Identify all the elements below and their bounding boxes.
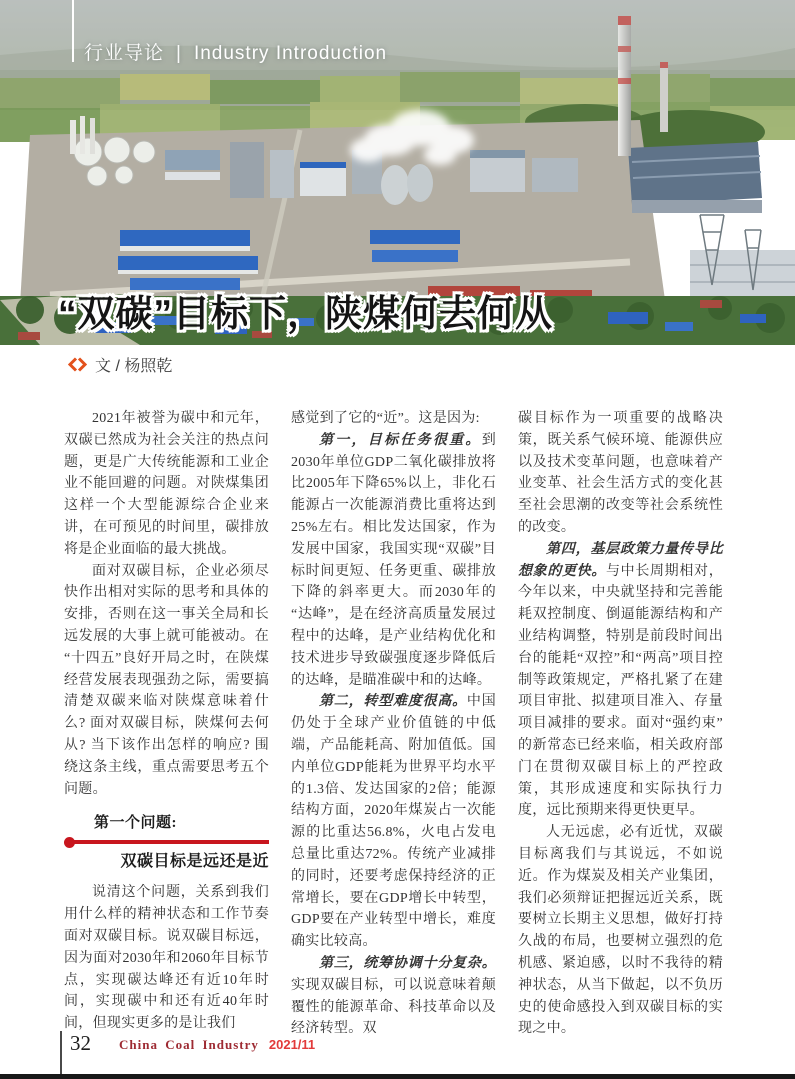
article-title: “双碳”目标下，陕煤何去何从 [58, 293, 553, 334]
column-2 [291, 408, 496, 1037]
footer-rule [60, 1031, 62, 1077]
kicker-divider: | [176, 43, 182, 64]
paragraph-lead: 第二，转型难度很高。 [319, 694, 467, 710]
column-1 [64, 408, 269, 1032]
red-dot-icon [64, 837, 75, 848]
paragraph-lead: 第一，目标任务很重。 [319, 432, 482, 448]
paragraph: 面对双碳目标，企业必须尽快作出相对实际的思考和具体的安排，否则在这一事关全局和长远发展的大事上就可能被动。在“十四五”良好开局之时，在陕煤经营发展表现强劲之际，需要搞清楚双碳来临对陕煤意味着什么? 面对双碳目标，陕煤何去何从? 当下该作出怎样的响应? 围绕这条主线，重点需要思考五个问题。 [64, 563, 269, 797]
paragraph: 人无远虑，必有近忧，双碳目标离我们与其说远，不如说近。作为煤炭及相关产业集团，我们必须辩证把握远近关系，既要树立长期主义思想，做好打持久战的布局，也要树立强烈的危机感、紧迫感，以时不我待的精神状态，从当下做起，以不负历史的使命感投入到双碳目标的实现之中。 [518, 825, 723, 1037]
journal-name: China Coal Industry [119, 1037, 259, 1052]
byline-text: 文 / 杨照乾 [95, 358, 173, 375]
page-number: 32 [70, 1031, 91, 1055]
article-body [64, 408, 723, 1037]
section-heading [64, 813, 269, 872]
paragraph: 第四，基层政策力量传导比想象的更快。与中长周期相对，今年以来，中央就坚持和完善能耗双控制度、倒逼能源结构和产业结构调整，特别是前段时间出台的能耗“双控”和“两高”项目控制等政策规定，严格扎紧了在建项目审批、拟建项目准入、存量项目减排的要求。面对“强约束”的新常态已经来临，相关政府部门在贯彻双碳目标上的严控政策，其形成速度和实际执行力度，远比预期来得更快更早。 [518, 541, 723, 819]
paragraph: 感觉到了它的“近”。这是因为: [291, 411, 480, 426]
aerial-photo [0, 0, 795, 345]
column-3 [518, 408, 723, 1037]
page-footer [60, 1031, 315, 1077]
page-bottom-edge [0, 1074, 795, 1079]
paragraph: 第二，转型难度很高。中国仍处于全球产业价值链的中低端，产品能耗高、附加值低。国内单位GDP能耗为世界平均水平的1.3倍、发达国家的2倍；能源结构方面，2020年煤炭占一次能源的比重达56.8%，火电占发电总量比重达72%。传统产业减排的同时，还要考虑保持经济的正常增长，要在GDP增长中转型，GDP要在产业转型中增长，难度确实比较高。 [291, 694, 496, 950]
paragraph: 说清这个问题，关系到我们用什么样的精神状态和工作节奏面对双碳目标。说双碳目标远，因为面对2030年和2060年目标节点，实现碳达峰还有近10年时间，实现碳中和还有近40年时间，但现实更多的是让我们 [64, 885, 269, 1032]
paragraph: 第三，统筹协调十分复杂。实现双碳目标，可以说意味着颠覆性的能源革命、科技革命以及经济转型。双 [291, 955, 496, 1037]
kicker-cn: 行业导论 [84, 43, 165, 64]
section-answer: 双碳目标是远还是近 [120, 852, 269, 870]
paragraph-lead: 第四，基层政策力量传导比想象的更快。 [518, 541, 723, 579]
paragraph: 第一，目标任务很重。到2030年单位GDP二氧化碳排放将比2005年下降65%以上，非化石能源占一次能源消费比重将达到25%左右。相比发达国家，作为发展中国家，我国实现“双碳”目标时间更短、任务更重、碳排放下降的斜率更大。而2030年的“达峰”，是在经济高质量发展过程中的达峰，是产业结构优化和技术进步导致碳强度逐步降低后的达峰，是瞄准碳中和的达峰。 [291, 432, 496, 688]
section-question: 第一个问题: [94, 815, 177, 832]
byline [68, 353, 172, 376]
kicker-rule [72, 0, 74, 62]
paragraph: 碳目标作为一项重要的战略决策，既关系气候环境、能源供应以及技术变革问题，也意味着产业变革、社会生活方式的变化甚至社会思潮的改变等社会系统性的改变。 [518, 411, 723, 535]
paragraph-lead: 第三，统筹协调十分复杂。 [319, 955, 496, 971]
kicker-en: Industry Introduction [193, 43, 388, 64]
red-rule [74, 840, 269, 844]
paragraph: 2021年被誉为碳中和元年，双碳已然成为社会关注的热点问题，更是广大传统能源和工业企业不能回避的问题。对陕煤集团这样一个大型能源综合企业来讲，在可预见的时间里，碳排放将是企业面临的最大挑战。 [64, 411, 269, 557]
section-kicker [84, 38, 387, 65]
issue-number: 2021/11 [268, 1037, 316, 1052]
angle-quote-icon [68, 357, 87, 372]
